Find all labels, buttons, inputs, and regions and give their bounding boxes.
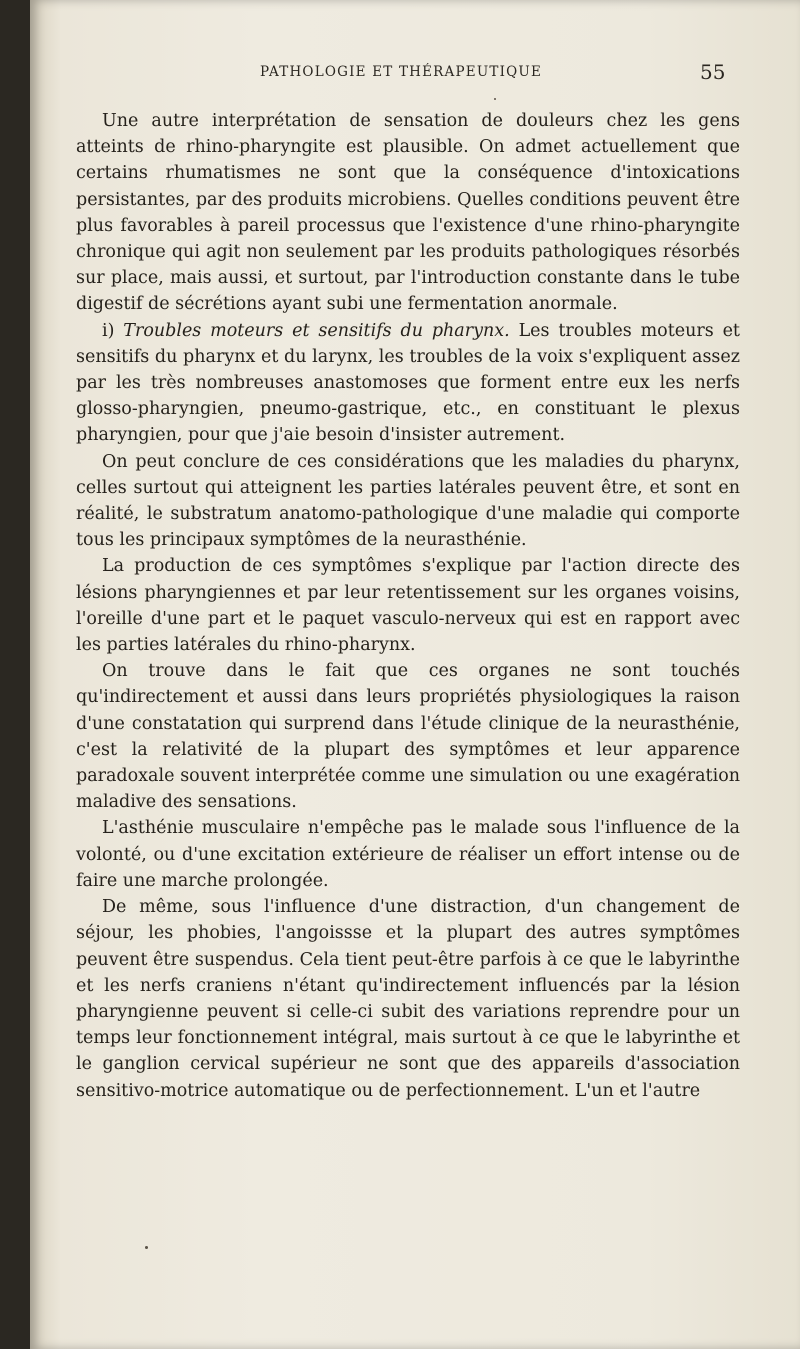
paragraph: De même, sous l'influence d'une distraction, d'un changement de séjour, les phobies, l'angoissse et la plupart des autres symptômes peuvent être suspendus. Cela tient peut-être parfois à ce que le labyrinthe et les nerfs craniens n'étant qu'indirectement influencés par la lésion pharyngienne peuvent si celle-ci subit des variations reprendre pour un temps leur fonctionnement intégral, mais surtout à ce que le labyrinthe et le ganglion cervical supérieur ne sont que des appareils d'association sensitivo-motrice automatique ou de perfectionnement. L'un et l'autre <box>76 897 740 1101</box>
section-title: Troubles moteurs et sensitifs du pharynx. <box>123 320 510 341</box>
page-header <box>30 60 800 88</box>
paragraph: L'asthénie musculaire n'empêche pas le malade sous l'influence de la volonté, ou d'une excitation extérieure de réaliser un effort intense ou de faire une marche prolongée. <box>76 818 740 891</box>
paragraph: On peut conclure de ces considérations que les maladies du pharynx, celles surtout qui atteignent les parties latérales peuvent être, et sont en réalité, le substratum anatomo-pathologique d'une maladie qui comporte tous les principaux symptômes de la neurasthénie. <box>76 451 740 551</box>
ink-speck <box>494 98 496 100</box>
paragraph-section-i <box>76 318 740 449</box>
paragraph: La production de ces symptômes s'explique par l'action directe des lésions pharyngiennes et par leur retentissement sur les organes voisins, l'oreille d'une part et le paquet vasculo-nerveux qui est en rapport avec les parties latérales du rhino-pharynx. <box>76 556 740 656</box>
running-head: PATHOLOGIE ET THÉRAPEUTIQUE <box>260 64 543 80</box>
book-page <box>30 0 800 1349</box>
body-text <box>76 108 740 1104</box>
page-number: 55 <box>700 60 726 84</box>
ink-speck <box>145 1246 148 1249</box>
section-label: i) <box>102 320 115 341</box>
paragraph: On trouve dans le fait que ces organes ne sont touchés qu'indirectement et aussi dans leurs propriétés physiologiques la raison d'une constatation qui surprend dans l'étude clinique de la neurasthénie, c'est la relativité de la plupart des symptômes et leur apparence paradoxale souvent interprétée comme une simulation ou une exagération maladive des sensations. <box>76 661 740 813</box>
paragraph: Une autre interprétation de sensation de douleurs chez les gens atteints de rhino-pharyngite est plausible. On admet actuellement que certains rhumatismes ne sont que la conséquence d'intoxications persistantes, par des produits microbiens. Quelles conditions peuvent être plus favorables à pareil processus que l'existence d'une rhino-pharyngite chronique qui agit non seulement par les produits pathologiques résorbés sur place, mais aussi, et surtout, par l'introduction constante dans le tube digestif de sécrétions ayant subi une fermentation anormale. <box>76 111 740 315</box>
section-text: Les troubles moteurs et sensitifs du pharynx et du larynx, les troubles de la voix s'expliquent assez par les très nombreuses anastomoses que forment entre eux les nerfs glosso-pharyngien, pneumo-gastrique, etc., en constituant le plexus pharyngien, pour que j'aie besoin d'insister autrement. <box>76 320 740 446</box>
